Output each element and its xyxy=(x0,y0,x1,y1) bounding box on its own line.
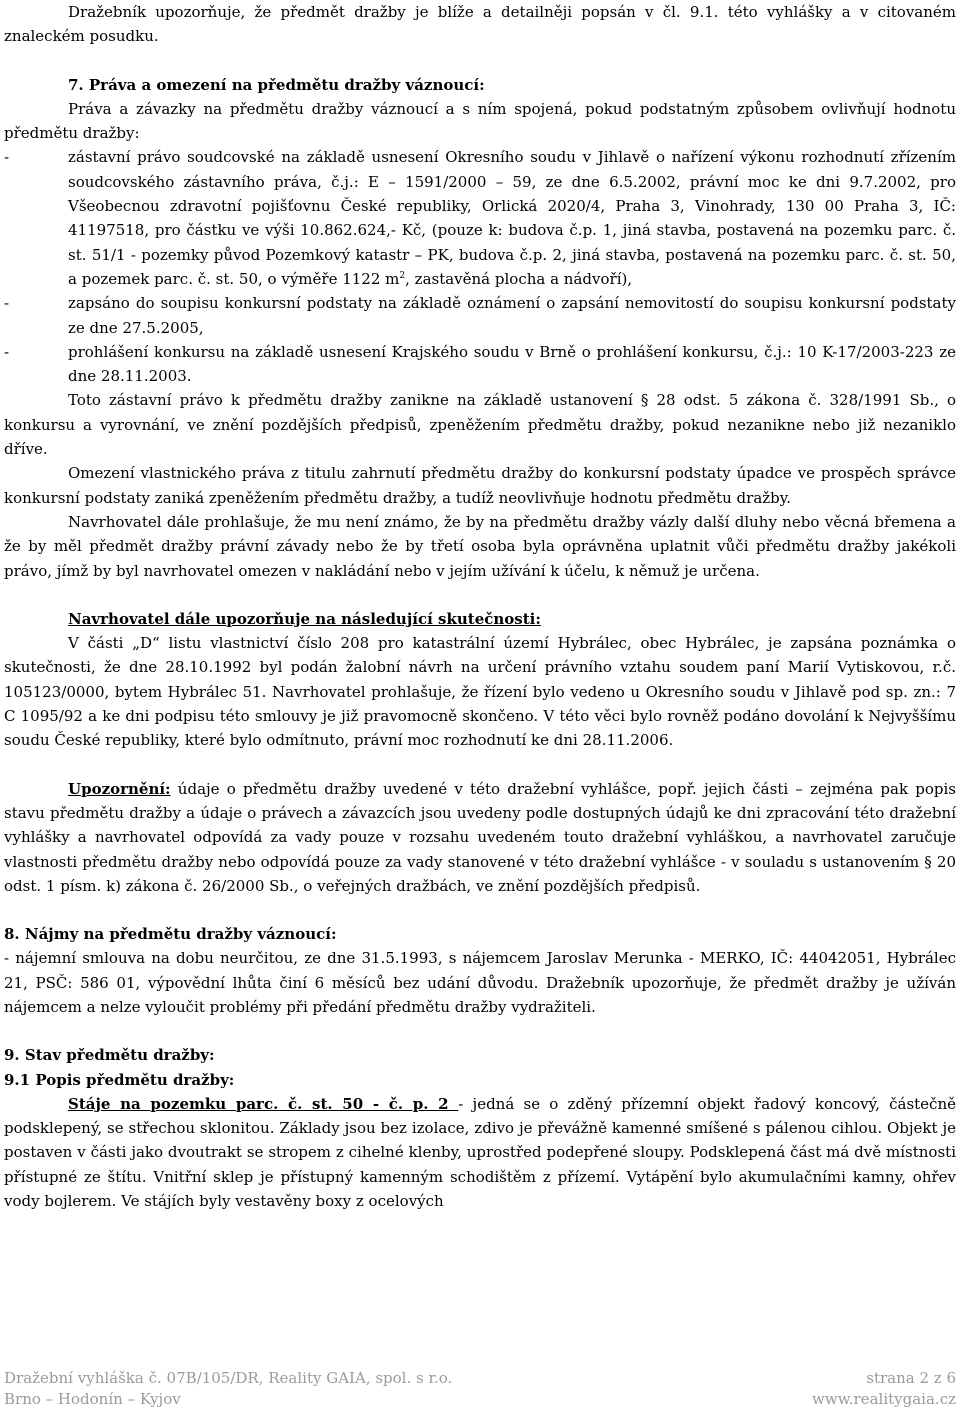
footer-locations: Brno – Hodonín – Kyjov xyxy=(4,1390,181,1408)
list-item xyxy=(4,145,956,291)
stables-text: - jedná se o zděný přízemní objekt řadový koncový, částečně podsklepený, se střechou sklonitou. Základy jsou bez izolace, zdivo je převážně kamenné smíšené s pálenou cihlou. Objekt je postaven v části jako dvoutrakt se stropem z cihelné klenby, uprostřed podepřené sloupy. Podsklepená část má dvě místnosti přístupné ze štítu. Vnitřní sklep je přístupný kamenným schodištěm z přízemí. Vytápění bylo akumulačními kamny, ohřev vody bojlerem. Ve stájích byly vestavěny boxy z ocelových xyxy=(4,1094,956,1211)
facts-heading: Navrhovatel dále upozorňuje na následující skutečnosti: xyxy=(68,609,541,628)
lien-text-end: , zastavěná plocha a nádvoří), xyxy=(405,269,633,288)
facts-paragraph: V části „D“ listu vlastnictví číslo 208 pro katastrální území Hybrálec, obec Hybrálec, je zapsána poznámka o skutečnosti, že dne 28.10.1992 byl podán žalobní návrh na určení právního vztahu soudem paní Marií Vytiskovou, r.č. 105123/0000, bytem Hybrálec 51. Navrhovatel prohlašuje, že řízení bylo vedeno u Okresního soudu v Jihlavě pod sp. zn.: 7 C 1095/92 a ke dni podpisu této smlouvy je již pravomocně skončeno. V této věci bylo rovněž podáno dovolání k Nejvyššímu soudu České republiky, které bylo odmítnuto, právní moc rozhodnutí ke dni 28.11.2006. xyxy=(4,634,956,750)
document-body xyxy=(4,0,956,1213)
section-9-1-heading: 9.1 Popis předmětu dražby: xyxy=(4,1070,235,1089)
superscript: 2 xyxy=(399,270,406,281)
lien-expiry-paragraph: Toto zástavní právo k předmětu dražby zanikne na základě ustanovení § 28 odst. 5 zákona č. 328/1991 Sb., o konkursu a vyrovnání, ve znění pozdějších předpisů, zpeněžením předmětu dražby, pokud nezanikne nebo již nezaniklo dříve. xyxy=(4,391,956,459)
footer-document-title: Dražební vyhláška č. 07B/105/DR, Reality GAIA, spol. s r.o. xyxy=(4,1369,453,1387)
stables-title: Stáje na pozemku parc. č. st. 50 - č. p. 2 xyxy=(68,1094,459,1113)
section-8-heading: 8. Nájmy na předmětu dražby váznoucí: xyxy=(4,925,337,944)
section-8-paragraph: - nájemní smlouva na dobu neurčitou, ze dne 31.5.1993, s nájemcem Jaroslav Merunka - MERKO, IČ: 44042051, Hybrálec 21, PSČ: 586 01, výpovědní lhůta činí 6 měsíců bez udání důvodu. Dražebník upozorňuje, že předmět dražby je užíván nájemcem a nelze vyloučit problémy při předání předmětu dražby vydražiteli. xyxy=(4,949,956,1016)
list-item: - prohlášení konkursu na základě usnesení Krajského soudu v Brně o prohlášení konkursu, č.j.: 10 K-17/2003-223 ze dne 28.11.2003. xyxy=(4,340,956,389)
section-7-lead: Práva a závazky na předmětu dražby váznoucí a s ním spojená, pokud podstatným způsobem ovlivňují hodnotu předmětu dražby: xyxy=(4,99,956,143)
notice-label: Upozornění: xyxy=(68,779,171,798)
notice-text: údaje o předmětu dražby uvedené v této dražební vyhlášce, popř. jejich části – zejména pak popis stavu předmětu dražby a údaje o právech a závazcích jsou uvedeny podle dostupných údajů ke dni zpracování této dražební vyhlášky a navrhovatel odpovídá za vady pouze v rozsahu uvedeném touto dražební vyhláškou, a navrhovatel zaručuje vlastnosti předmětu dražby nebo odpovídá pouze za vady stanovené v této dražební vyhlášce - v souladu s ustanovením § 20 odst. 1 písm. k) zákona č. 26/2000 Sb., o veřejných dražbách, ve znění pozdějších předpisů. xyxy=(4,779,956,895)
footer-page-number: strana 2 z 6 xyxy=(866,1369,956,1387)
footer-website: www.realitygaia.cz xyxy=(812,1390,956,1408)
intro-paragraph: Dražebník upozorňuje, že předmět dražby je blíže a detailněji popsán v čl. 9.1. této vyhlášky a v citovaném znaleckém posudku. xyxy=(4,3,956,46)
stables-paragraph xyxy=(4,1092,956,1213)
list-item: - zapsáno do soupisu konkursní podstaty na základě oznámení o zapsání nemovitostí do soupisu konkursní podstaty ze dne 27.5.2005, xyxy=(4,291,956,340)
lien-text: zástavní právo soudcovské na základě usnesení Okresního soudu v Jihlavě o nařízení výkonu rozhodnutí zřízením soudcovského zástavního práva, č.j.: E – 1591/2000 – 59, ze dne 6.5.2002, právní moc ke dni 9.7.2002, pro Všeobecnou zdravotní pojišťovnu České republiky, Orlická 2020/4, Praha 3, Vinohrady, 130 00 Praha 3, IČ: 41197518, pro částku ve výši 10.862.624,- Kč, (pouze k: budova č.p. 1, jiná stavba, postavená na pozemku parc. č. st. 51/1 - pozemky původ Pozemkový katastr – PK, budova č.p. 2, jiná stavba, postavená na pozemku parc. č. st. 50, a pozemek parc. č. st. 50, o výměře 1122 m xyxy=(68,148,956,288)
section-7-heading: 7. Práva a omezení na předmětu dražby váznoucí: xyxy=(68,75,485,94)
section-9-heading: 9. Stav předmětu dražby: xyxy=(4,1046,215,1065)
ownership-restriction-paragraph: Omezení vlastnického práva z titulu zahrnutí předmětu dražby do konkursní podstaty úpadce ve prospěch správce konkursní podstaty zaniká zpeněžením předmětu dražby, a tudíž neovlivňuje hodnotu předmětu dražby. xyxy=(4,464,956,507)
section-7-list xyxy=(4,145,956,388)
notice-paragraph xyxy=(4,777,956,898)
proposer-declaration-paragraph: Navrhovatel dále prohlašuje, že mu není známo, že by na předmětu dražby vázly další dluhy nebo věcná břemena a že by měl předmět dražby právní závady nebo že by třetí osoba byla oprávněna uplatnit vůči předmětu dražby jakékoli právo, jímž by byl navrhovatel omezen v nakládání nebo v jejím užívání k účelu, k němuž je určena. xyxy=(4,512,956,580)
page-footer xyxy=(4,1368,956,1410)
